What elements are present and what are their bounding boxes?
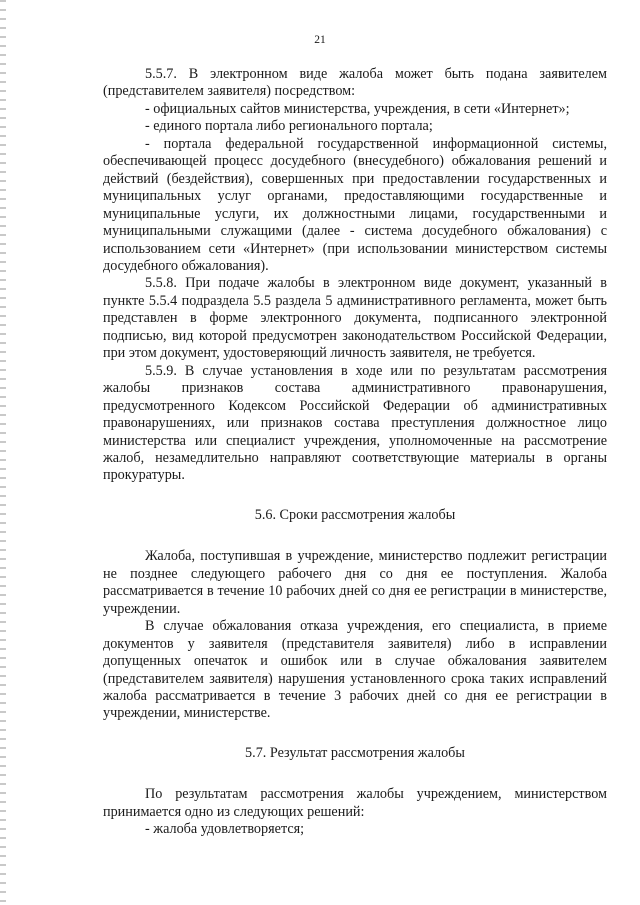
section-heading-5-7: 5.7. Результат рассмотрения жалобы [245, 744, 465, 761]
paragraph-registration-term: Жалоба, поступившая в учреждение, министерство подлежит регистрации не позднее следующего рабочего дня со дня ее поступления. Жалоба рассматривается в течение 10 рабочих дней со дня ее регистрации в министерстве, учреждении. [103, 548, 607, 617]
paragraph-refusal-appeal: В случае обжалования отказа учреждения, его специалиста, в приеме документов у заявителя (представителя заявителя) либо в исправлении допущенных опечаток и ошибок или в случае обжалования заявителем (представителем заявителя) нарушения установленного срока таких исправлений жалоба рассматривается в течение 3 рабочих дней со дня ее регистрации в учреждении, министерстве. [103, 618, 607, 722]
paragraph-5-5-8: 5.5.8. При подаче жалобы в электронном виде документ, указанный в пункте 5.5.4 подраздела 5.5 раздела 5 административного регламента, может быть представлен в форме электронного документа, подписанного электронной подписью, вид которой предусмотрен законодательством Российской Федерации, при этом документ, удостоверяющий личность заявителя, не требуется. [103, 275, 607, 362]
paragraph-decisions: По результатам рассмотрения жалобы учреждением, министерством принимается одно из следующих решений: [103, 786, 607, 820]
paragraph-5-5-7: 5.5.7. В электронном виде жалоба может быть подана заявителем (представителем заявителя) посредством: [103, 66, 607, 100]
list-item-complaint-satisfied: - жалоба удовлетворяется; [145, 821, 305, 838]
page-number: 21 [314, 34, 326, 46]
list-item-federal-portal: - портала федеральной государственной информационной системы, обеспечивающей процесс досудебного (внесудебного) обжалования решений и действий (бездействия), совершенных при предоставлении государственных и муниципальных услуг органами, предоставляющими государственные и муниципальные услуги, их должностными лицами, государственными и муниципальными служащими (далее - система досудебного обжалования) с использованием сети «Интернет» (при использовании министерством системы досудебного обжалования). [103, 135, 607, 274]
paragraph-5-5-9: 5.5.9. В случае установления в ходе или по результатам рассмотрения жалобы признаков состава административного правонарушения, предусмотренного Кодексом Российской Федерации об административных правонарушениях, или признаков состава преступления должностное лицо министерства или специалист учреждения, уполномоченные на рассмотрение жалоб, незамедлительно направляют соответствующие материалы в органы прокуратуры. [103, 362, 607, 484]
list-item-unified-portal: - единого портала либо регионального портала; [145, 118, 433, 135]
document-body [103, 66, 607, 839]
list-item-official-sites: - официальных сайтов министерства, учреждения, в сети «Интернет»; [145, 100, 570, 117]
binding-edge [0, 0, 6, 905]
section-heading-5-6: 5.6. Сроки рассмотрения жалобы [254, 506, 456, 523]
